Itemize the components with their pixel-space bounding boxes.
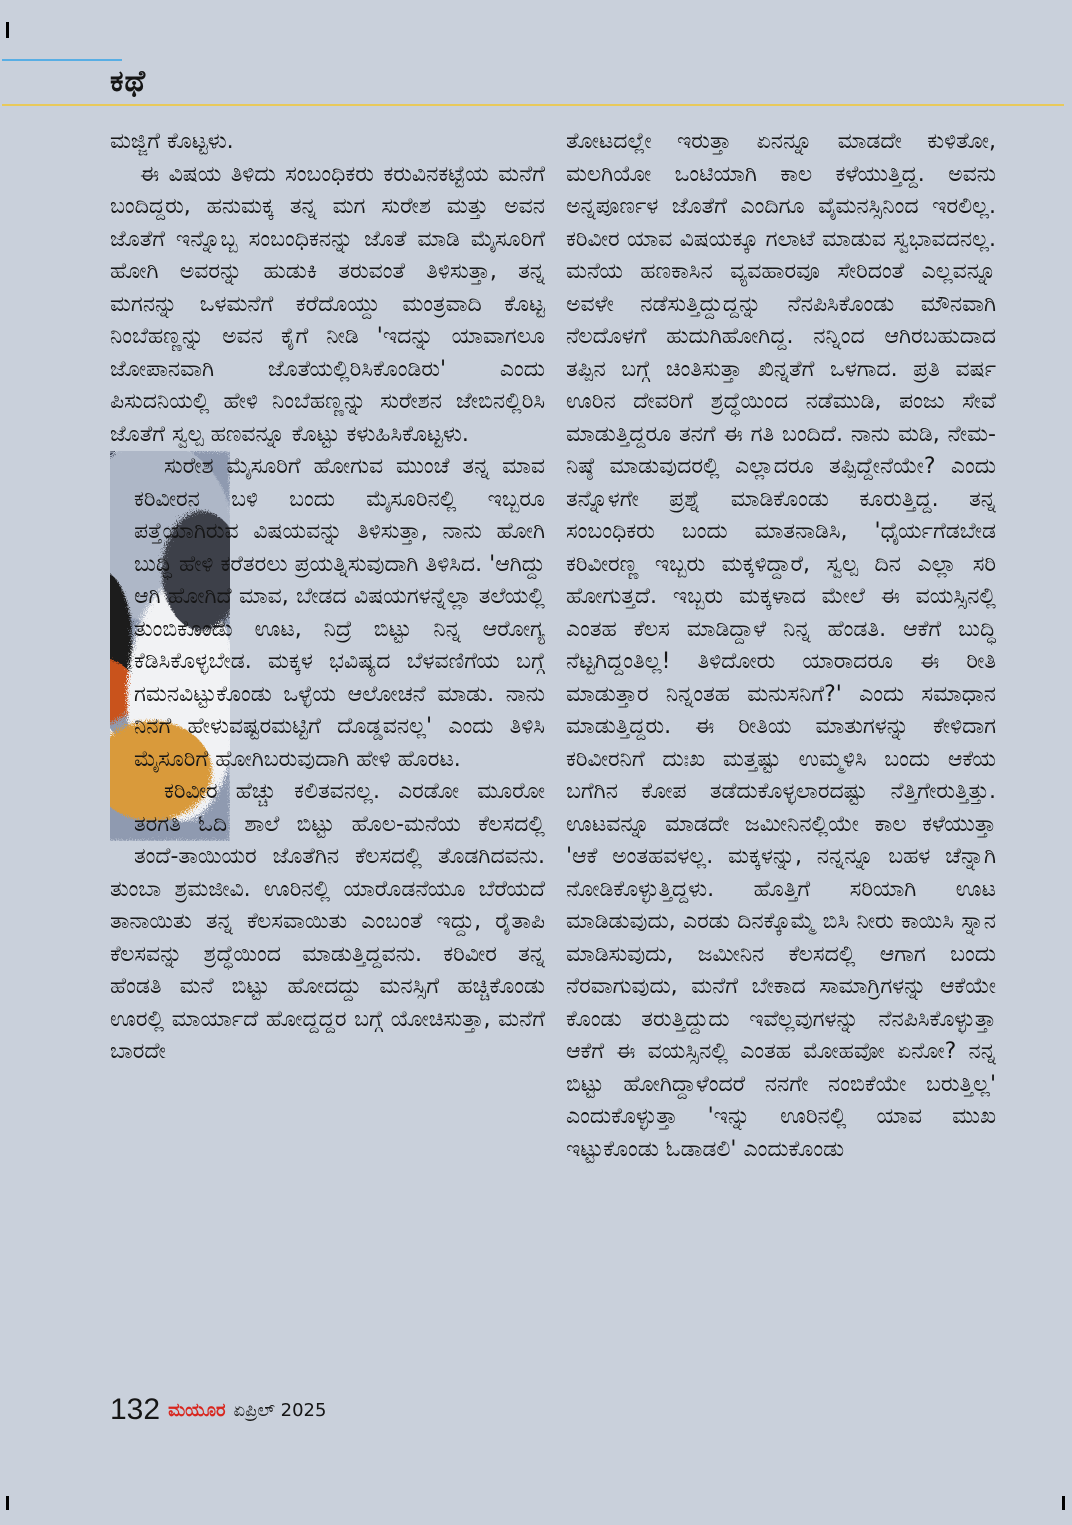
- crop-mark-bottom-left: [6, 1496, 9, 1510]
- header-rule-yellow: [2, 104, 1064, 106]
- issue-date: ಏಪ್ರಿಲ್ 2025: [233, 1399, 327, 1421]
- right-column: [566, 126, 996, 1381]
- page-footer: [110, 1392, 326, 1428]
- header-rule-blue: [2, 59, 122, 61]
- crop-mark-bottom-right: [1062, 1496, 1065, 1510]
- magazine-logo: ಮಯೂರ: [168, 1399, 226, 1421]
- paragraph: ಈ ವಿಷಯ ತಿಳಿದು ಸಂಬಂಧಿಕರು ಕರುವಿನಕಟ್ಟೆಯ ಮನೆಗೆ ಬಂದಿದ್ದರು, ಹನುಮಕ್ಕ ತನ್ನ ಮಗ ಸುರೇಶ ಮತ್ತು ಅವನ ಜೊತೆಗೆ ಇನ್ನೊಬ್ಬ ಸಂಬಂಧಿಕನನ್ನು ಜೊತೆ ಮಾಡಿ ಮೈಸೂರಿಗೆ ಹೋಗಿ ಅವರನ್ನು ಹುಡುಕಿ ತರುವಂತೆ ತಿಳಿಸುತ್ತಾ, ತನ್ನ ಮಗನನ್ನು ಒಳಮನೆಗೆ ಕರೆದೊಯ್ದು ಮಂತ್ರವಾದಿ ಕೊಟ್ಟ ನಿಂಬೆಹಣ್ಣನ್ನು ಅವನ ಕೈಗೆ ನೀಡಿ 'ಇದನ್ನು ಯಾವಾಗಲೂ ಜೋಪಾನವಾಗಿ ಜೊತೆಯಲ್ಲಿರಿಸಿಕೊಂಡಿರು' ಎಂದು ಪಿಸುದನಿಯಲ್ಲಿ ಹೇಳಿ ನಿಂಬೆಹಣ್ಣನ್ನು ಸುರೇಶನ ಜೇಬಿನಲ್ಲಿರಿಸಿ ಜೊತೆಗೆ ಸ್ವಲ್ಪ ಹಣವನ್ನೂ ಕೊಟ್ಟು ಕಳುಹಿಸಿಕೊಟ್ಟಳು.: [110, 161, 545, 447]
- page-number: 132: [110, 1393, 161, 1426]
- paragraph: ಕರಿವೀರ ಹೆಚ್ಚು ಕಲಿತವನಲ್ಲ. ಎರಡೋ ಮೂರೋ ತರಗತಿ ಓದಿ ಶಾಲೆ ಬಿಟ್ಟು ಹೊಲ-ಮನೆಯ ಕೆಲಸದಲ್ಲಿ ತಂದೆ-ತಾಯಿಯರ ಜೊತೆಗಿನ ಕೆಲಸದಲ್ಲಿ ತೊಡಗಿದವನು. ತುಂಬಾ ಶ್ರಮಜೀವಿ. ಊರಿನಲ್ಲಿ ಯಾರೊಡನೆಯೂ ಬೆರೆಯದೆ ತಾನಾಯಿತು ತನ್ನ ಕೆಲಸವಾಯಿತು ಎಂಬಂತೆ ಇದ್ದು, ರೈತಾಪಿ ಕೆಲಸವನ್ನು ಶ್ರದ್ಧೆಯಿಂದ ಮಾಡುತ್ತಿದ್ದವನು. ಕರಿವೀರ ತನ್ನ ಹೆಂಡತಿ ಮನೆ ಬಿಟ್ಟು ಹೋದದ್ದು ಮನಸ್ಸಿಗೆ ಹಚ್ಚಿಕೊಂಡು ಊರಲ್ಲಿ ಮಾರ್ಯಾದೆ ಹೋದ್ದದ್ದರ ಬಗ್ಗೆ ಯೋಚಿಸುತ್ತಾ, ಮನೆಗೆ ಬಾರದೇ: [110, 779, 545, 1064]
- crop-mark-top-left: [6, 22, 9, 38]
- section-title: ಕಥೆ: [110, 64, 147, 99]
- left-column: [110, 126, 545, 1381]
- paragraph: ಮಜ್ಜಿಗೆ ಕೊಟ್ಟಳು.: [110, 129, 234, 154]
- paragraph: ಸುರೇಶ ಮೈಸೂರಿಗೆ ಹೋಗುವ ಮುಂಚೆ ತನ್ನ ಮಾವ ಕರಿವೀರನ ಬಳಿ ಬಂದು ಮೈಸೂರಿನಲ್ಲಿ ಇಬ್ಬರೂ ಪತ್ತೆಯಾಗಿರುವ ವಿಷಯವನ್ನು ತಿಳಿಸುತ್ತಾ, ನಾನು ಹೋಗಿ ಬುದ್ಧಿ ಹೇಳಿ ಕರೆತರಲು ಪ್ರಯತ್ನಿಸುವುದಾಗಿ ತಿಳಿಸಿದ. 'ಆಗಿದ್ದು ಆಗಿ ಹೋಗಿದೆ ಮಾವ, ಬೇಡದ ವಿಷಯಗಳನ್ನೆಲ್ಲಾ ತಲೆಯಲ್ಲಿ ತುಂಬಿಕೊಂಡು ಊಟ, ನಿದ್ರೆ ಬಿಟ್ಟು ನಿನ್ನ ಆರೋಗ್ಯ ಕೆಡಿಸಿಕೊಳ್ಳಬೇಡ. ಮಕ್ಕಳ ಭವಿಷ್ಯದ ಬೆಳವಣಿಗೆಯ ಬಗ್ಗೆ ಗಮನವಿಟ್ಟುಕೊಂಡು ಒಳ್ಳೆಯ ಆಲೋಚನೆ ಮಾಡು. ನಾನು ನಿನಗೆ ಹೇಳುವಷ್ಟರಮಟ್ಟಿಗೆ ದೊಡ್ಡವನಲ್ಲ' ಎಂದು ತಿಳಿಸಿ ಮೈಸೂರಿಗೆ ಹೋಗಿಬರುವುದಾಗಿ ಹೇಳಿ ಹೊರಟ.: [134, 454, 545, 772]
- abstract-artwork: [110, 451, 122, 841]
- paragraph: ತೋಟದಲ್ಲೇ ಇರುತ್ತಾ ಏನನ್ನೂ ಮಾಡದೇ ಕುಳಿತೋ, ಮಲಗಿಯೋ ಒಂಟಿಯಾಗಿ ಕಾಲ ಕಳೆಯುತ್ತಿದ್ದ. ಅವನು ಅನ್ನಪೂರ್ಣಳ ಜೊತೆಗೆ ಎಂದಿಗೂ ವೈಮನಸ್ಸಿನಿಂದ ಇರಲಿಲ್ಲ. ಕರಿವೀರ ಯಾವ ವಿಷಯಕ್ಕೂ ಗಲಾಟೆ ಮಾಡುವ ಸ್ವಭಾವದನಲ್ಲ. ಮನೆಯ ಹಣಕಾಸಿನ ವ್ಯವಹಾರವೂ ಸೇರಿದಂತೆ ಎಲ್ಲವನ್ನೂ ಅವಳೇ ನಡೆಸುತ್ತಿದ್ದುದ್ದನ್ನು ನೆನಪಿಸಿಕೊಂಡು ಮೌನವಾಗಿ ನೆಲದೊಳಗೆ ಹುದುಗಿಹೋಗಿದ್ದ. ನನ್ನಿಂದ ಆಗಿರಬಹುದಾದ ತಪ್ಪಿನ ಬಗ್ಗೆ ಚಿಂತಿಸುತ್ತಾ ಖಿನ್ನತೆಗೆ ಒಳಗಾದ. ಪ್ರತಿ ವರ್ಷ ಊರಿನ ದೇವರಿಗೆ ಶ್ರದ್ಧೆಯಿಂದ ನಡೆಮುಡಿ, ಪಂಜು ಸೇವೆ ಮಾಡುತ್ತಿದ್ದರೂ ತನಗೆ ಈ ಗತಿ ಬಂದಿದೆ. ನಾನು ಮಡಿ, ನೇಮ-ನಿಷ್ಠೆ ಮಾಡುವುದರಲ್ಲಿ ಎಲ್ಲಾದರೂ ತಪ್ಪಿದ್ದೇನೆಯೇ? ಎಂದು ತನ್ನೊಳಗೇ ಪ್ರಶ್ನೆ ಮಾಡಿಕೊಂಡು ಕೂರುತ್ತಿದ್ದ. ತನ್ನ ಸಂಬಂಧಿಕರು ಬಂದು ಮಾತನಾಡಿಸಿ, 'ಧೈರ್ಯಗೆಡಬೇಡ ಕರಿವೀರಣ್ಣ ಇಬ್ಬರು ಮಕ್ಕಳಿದ್ದಾರೆ, ಸ್ವಲ್ಪ ದಿನ ಎಲ್ಲಾ ಸರಿ ಹೋಗುತ್ತದೆ. ಇಬ್ಬರು ಮಕ್ಕಳಾದ ಮೇಲೆ ಈ ವಯಸ್ಸಿನಲ್ಲಿ ಎಂತಹ ಕೆಲಸ ಮಾಡಿದ್ದಾಳೆ ನಿನ್ನ ಹೆಂಡತಿ. ಆಕೆಗೆ ಬುದ್ಧಿ ನೆಟ್ಟಗಿದ್ದಂತಿಲ್ಲ! ತಿಳಿದೋರು ಯಾರಾದರೂ ಈ ರೀತಿ ಮಾಡುತ್ತಾರ ನಿನ್ನಂತಹ ಮನುಸನಿಗೆ?' ಎಂದು ಸಮಾಧಾನ ಮಾಡುತ್ತಿದ್ದರು. ಈ ರೀತಿಯ ಮಾತುಗಳನ್ನು ಕೇಳಿದಾಗ ಕರಿವೀರನಿಗೆ ದುಃಖ ಮತ್ತಷ್ಟು ಉಮ್ಮಳಿಸಿ ಬಂದು ಆಕೆಯ ಬಗೆಗಿನ ಕೋಪ ತಡೆದುಕೊಳ್ಳಲಾರದಷ್ಟು ನೆತ್ತಿಗೇರುತ್ತಿತ್ತು. ಊಟವನ್ನೂ ಮಾಡದೇ ಜಮೀನಿನಲ್ಲಿಯೇ ಕಾಲ ಕಳೆಯುತ್ತಾ 'ಆಕೆ ಅಂತಹವಳಲ್ಲ. ಮಕ್ಕಳನ್ನು, ನನ್ನನ್ನೂ ಬಹಳ ಚೆನ್ನಾಗಿ ನೋಡಿಕೊಳ್ಳುತ್ತಿದ್ದಳು. ಹೊತ್ತಿಗೆ ಸರಿಯಾಗಿ ಊಟ ಮಾಡಿಡುವುದು, ಎರಡು ದಿನಕ್ಕೊಮ್ಮೆ ಬಿಸಿ ನೀರು ಕಾಯಿಸಿ ಸ್ನಾನ ಮಾಡಿಸುವುದು, ಜಮೀನಿನ ಕೆಲಸದಲ್ಲಿ ಆಗಾಗ ಬಂದು ನೆರವಾಗುವುದು, ಮನೆಗೆ ಬೇಕಾದ ಸಾಮಾಗ್ರಿಗಳನ್ನು ಆಕೆಯೇ ಕೊಂಡು ತರುತ್ತಿದ್ದುದು ಇವೆಲ್ಲವುಗಳನ್ನು ನೆನಪಿಸಿಕೊಳ್ಳುತ್ತಾ ಆಕೆಗೆ ಈ ವಯಸ್ಸಿನಲ್ಲಿ ಎಂತಹ ಮೋಹವೋ ಏನೋ? ನನ್ನ ಬಿಟ್ಟು ಹೋಗಿದ್ದಾಳೆಂದರೆ ನನಗೇ ನಂಬಿಕೆಯೇ ಬರುತ್ತಿಲ್ಲ' ಎಂದುಕೊಳ್ಳುತ್ತಾ 'ಇನ್ನು ಊರಿನಲ್ಲಿ ಯಾವ ಮುಖ ಇಟ್ಟುಕೊಂಡು ಓಡಾಡಲಿ' ಎಂದುಕೊಂಡು: [566, 129, 996, 1162]
